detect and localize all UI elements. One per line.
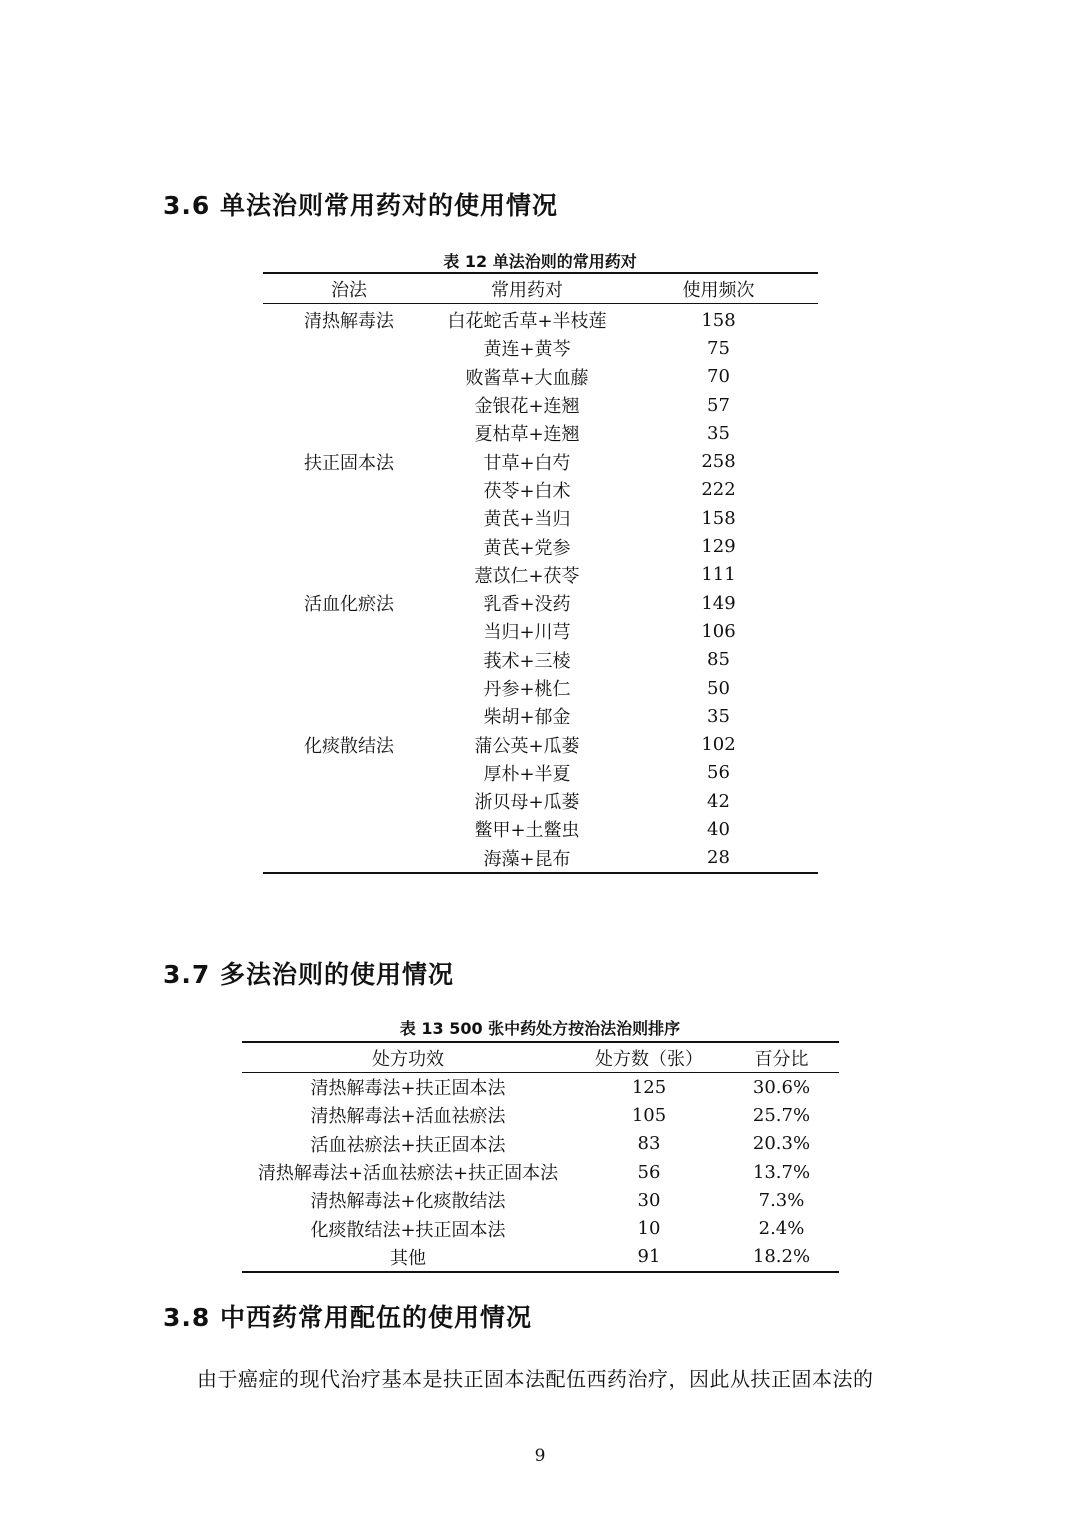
table-cell-method <box>263 844 435 873</box>
table-cell-method: 扶正固本法 <box>304 452 394 474</box>
table-cell-method <box>263 787 435 815</box>
table-13 <box>242 1041 839 1273</box>
table-cell-method: 活血化瘀法 <box>304 594 394 616</box>
table-cell-method <box>263 532 435 560</box>
table-cell-method: 化痰散结法 <box>304 735 394 757</box>
table-cell-pair: 夏枯草+连翘 <box>474 424 580 446</box>
table-cell-pair: 浙贝母+瓜蒌 <box>474 792 580 814</box>
table-row <box>242 1243 839 1272</box>
table-row <box>242 1186 839 1214</box>
table-cell-freq: 102 <box>701 734 736 756</box>
section-heading-3-8: 3.8 中西药常用配伍的使用情况 <box>163 1303 532 1332</box>
table-cell-pair: 白花蛇舌草+半枝莲 <box>447 311 607 333</box>
table-cell-effect: 清热解毒法+活血祛瘀法+扶正固本法 <box>257 1163 559 1185</box>
table-cell-freq: 158 <box>701 309 736 331</box>
table-cell-pair: 败酱草+大血藤 <box>465 367 589 389</box>
table-row <box>263 334 818 362</box>
table-cell-pair: 莪术+三棱 <box>483 650 571 672</box>
table-row <box>263 646 818 674</box>
table-row <box>263 504 818 532</box>
table-12-header-row <box>263 273 818 304</box>
table-cell-method <box>263 363 435 391</box>
table-row <box>263 419 818 447</box>
table-row <box>263 589 818 617</box>
table-cell-count: 30 <box>637 1189 661 1211</box>
table-row <box>263 391 818 419</box>
table-cell-freq: 56 <box>707 762 730 784</box>
table-row <box>242 1214 839 1242</box>
table-12-col-frequency: 使用频次 <box>619 273 818 304</box>
table-cell-effect: 清热解毒法+扶正固本法 <box>310 1078 506 1100</box>
table-12-col-method: 治法 <box>263 273 435 304</box>
table-cell-pair: 薏苡仁+茯苓 <box>474 565 580 587</box>
table-cell-freq: 258 <box>701 451 736 473</box>
table-row <box>263 844 818 873</box>
table-cell-count: 125 <box>631 1076 667 1098</box>
table-row <box>263 617 818 645</box>
table-cell-pair: 海藻+昆布 <box>483 848 571 870</box>
table-cell-method <box>263 504 435 532</box>
table-cell-pair: 丹参+桃仁 <box>483 679 571 700</box>
page-number: 9 <box>534 1446 546 1466</box>
table-cell-method <box>263 476 435 504</box>
table-cell-pair: 黄芪+当归 <box>483 509 571 531</box>
table-cell-method: 清热解毒法 <box>304 311 394 333</box>
table-row <box>263 787 818 815</box>
table-cell-effect: 活血祛瘀法+扶正固本法 <box>310 1134 506 1156</box>
table-cell-freq: 42 <box>707 790 730 812</box>
table-cell-effect: 其他 <box>390 1247 426 1269</box>
table-cell-method <box>263 561 435 589</box>
table-cell-effect: 清热解毒法+活血祛瘀法 <box>310 1106 506 1128</box>
table-row <box>263 447 818 475</box>
table-row <box>263 561 818 589</box>
table-row <box>242 1073 839 1102</box>
table-cell-pair: 金银花+连翘 <box>474 396 580 418</box>
table-cell-method <box>263 391 435 419</box>
table-12 <box>263 272 818 874</box>
table-cell-count: 105 <box>631 1104 667 1126</box>
section-heading-3-7: 3.7 多法治则的使用情况 <box>163 960 454 989</box>
table-12-body <box>263 304 818 873</box>
table-cell-pair: 黄连+黄芩 <box>483 339 571 361</box>
table-row <box>263 476 818 504</box>
table-cell-freq: 75 <box>707 337 730 359</box>
table-cell-effect: 化痰散结法+扶正固本法 <box>310 1219 506 1241</box>
table-row <box>263 532 818 560</box>
table-cell-method <box>263 646 435 674</box>
table-row <box>263 759 818 787</box>
table-cell-method <box>263 419 435 447</box>
section-heading-3-6: 3.6 单法治则常用药对的使用情况 <box>163 191 558 220</box>
table-cell-freq: 111 <box>701 564 736 586</box>
table-row <box>263 702 818 730</box>
body-paragraph: 由于癌症的现代治疗基本是扶正固本法配伍西药治疗，因此从扶正固本法的 <box>197 1367 874 1391</box>
table-cell-percent: 30.6% <box>752 1076 811 1098</box>
table-12-caption: 表 12 单法治则的常用药对 <box>443 252 637 271</box>
table-cell-percent: 25.7% <box>752 1104 811 1126</box>
table-cell-freq: 57 <box>707 394 730 416</box>
table-row <box>242 1101 839 1129</box>
table-cell-freq: 50 <box>707 677 730 699</box>
table-cell-pair: 厚朴+半夏 <box>483 763 571 785</box>
table-cell-percent: 13.7% <box>752 1161 811 1183</box>
table-row <box>242 1130 839 1158</box>
table-row <box>263 363 818 391</box>
table-cell-percent: 18.2% <box>752 1246 811 1268</box>
table-cell-freq: 129 <box>701 536 736 558</box>
table-13-caption: 表 13 500 张中药处方按治法治则排序 <box>399 1019 681 1038</box>
table-cell-pair: 黄芪+党参 <box>483 537 571 559</box>
table-cell-method <box>263 759 435 787</box>
table-cell-method <box>263 334 435 362</box>
table-cell-percent: 20.3% <box>752 1133 811 1155</box>
table-cell-method <box>263 674 435 702</box>
table-cell-freq: 70 <box>707 366 730 388</box>
table-13-col-percent: 百分比 <box>724 1042 839 1073</box>
table-cell-pair: 茯苓+白术 <box>483 480 571 502</box>
table-row <box>263 730 818 758</box>
table-13-header-row <box>242 1042 839 1073</box>
table-cell-freq: 28 <box>707 847 730 869</box>
table-cell-count: 91 <box>637 1246 661 1268</box>
table-cell-pair: 柴胡+郁金 <box>483 707 571 729</box>
table-13-col-count: 处方数（张） <box>574 1042 724 1073</box>
table-13-body <box>242 1073 839 1273</box>
table-row <box>263 674 818 702</box>
table-cell-pair: 鳖甲+土鳖虫 <box>474 820 580 842</box>
table-cell-pair: 蒲公英+瓜蒌 <box>474 735 580 757</box>
table-cell-percent: 2.4% <box>758 1218 805 1240</box>
table-cell-method <box>263 702 435 730</box>
table-row <box>263 304 818 335</box>
table-cell-pair: 甘草+白芍 <box>483 452 571 474</box>
table-cell-freq: 158 <box>701 507 736 529</box>
table-cell-freq: 35 <box>707 705 730 727</box>
table-cell-freq: 35 <box>707 422 730 444</box>
table-cell-effect: 清热解毒法+化痰散结法 <box>310 1191 506 1213</box>
table-row <box>242 1158 839 1186</box>
table-12-col-pair: 常用药对 <box>435 273 619 304</box>
table-cell-percent: 7.3% <box>758 1189 805 1211</box>
table-cell-count: 10 <box>637 1218 661 1240</box>
table-13-col-effect: 处方功效 <box>242 1042 574 1073</box>
table-cell-freq: 222 <box>701 479 736 501</box>
table-cell-freq: 85 <box>707 649 730 671</box>
table-cell-method <box>263 815 435 843</box>
table-cell-count: 83 <box>637 1133 661 1155</box>
table-cell-count: 56 <box>637 1161 661 1183</box>
table-cell-pair: 当归+川芎 <box>483 622 571 644</box>
table-cell-freq: 106 <box>701 620 736 642</box>
table-cell-freq: 149 <box>701 592 736 614</box>
table-cell-freq: 40 <box>707 818 730 840</box>
table-cell-method <box>263 617 435 645</box>
table-cell-pair: 乳香+没药 <box>483 594 571 616</box>
table-row <box>263 815 818 843</box>
